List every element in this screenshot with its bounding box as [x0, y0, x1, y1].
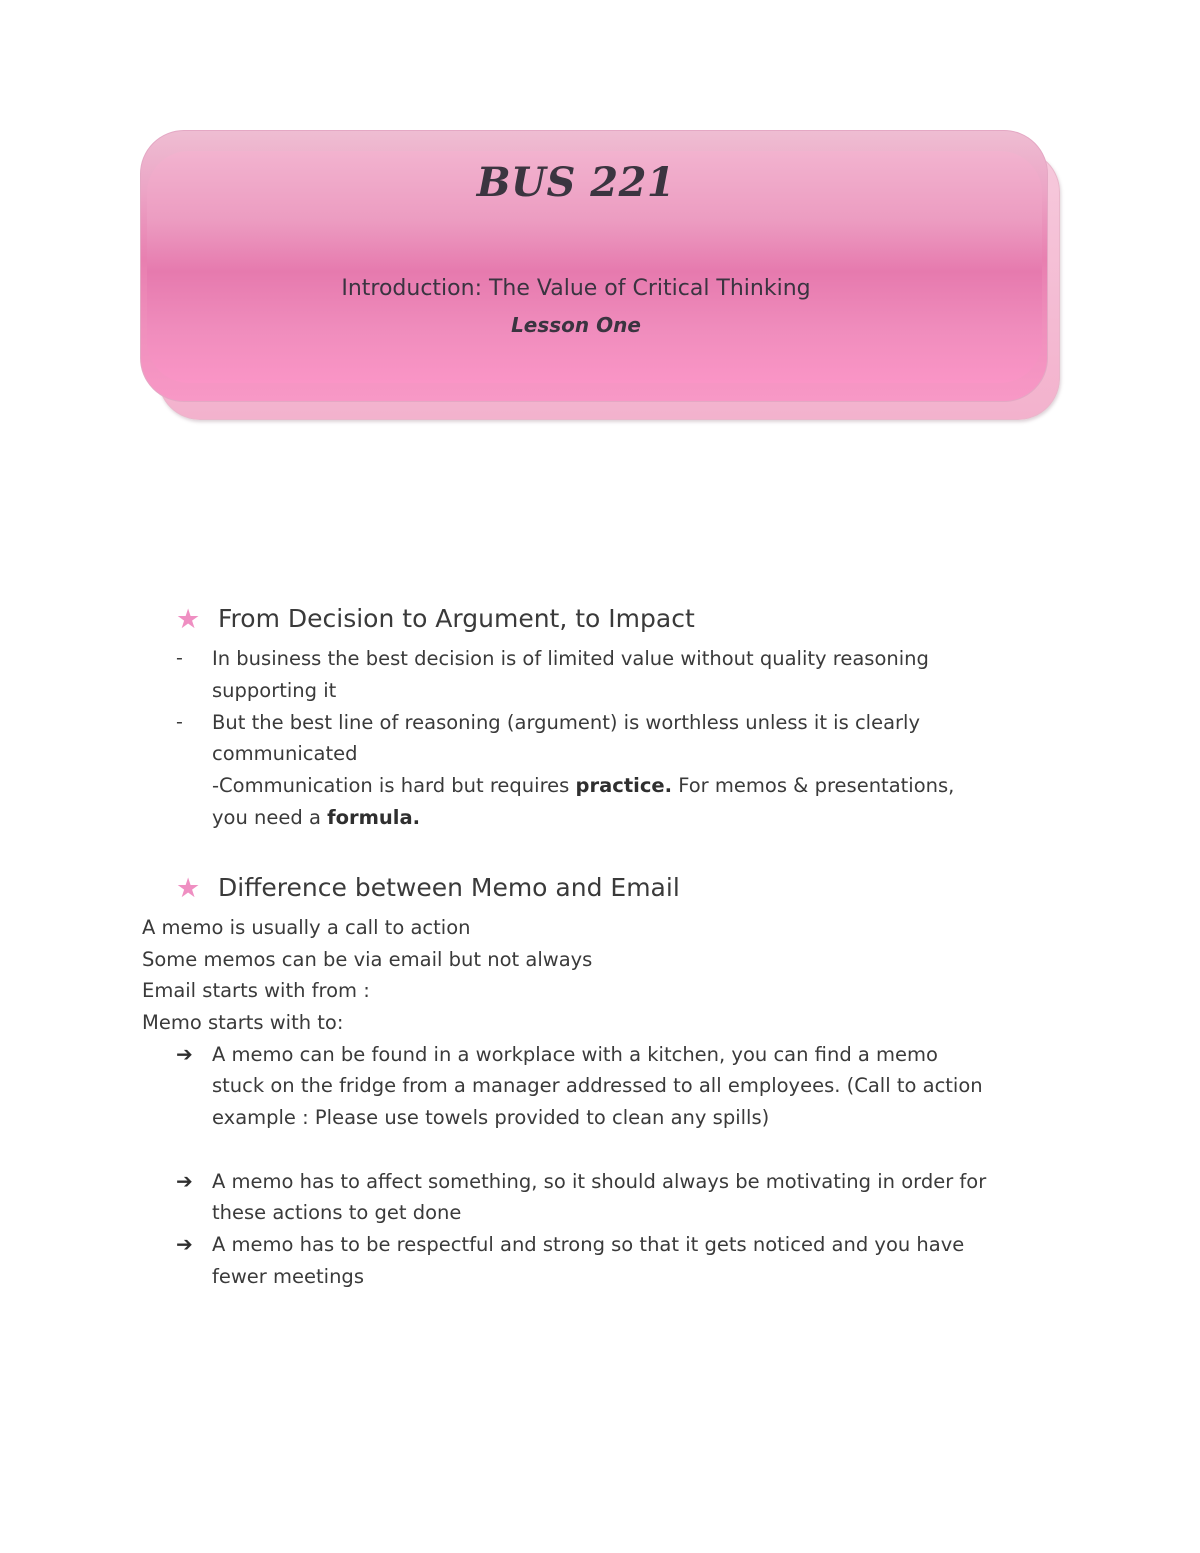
communication-note	[212, 806, 420, 829]
body-line: Memo starts with to:	[142, 1011, 344, 1034]
communication-note	[212, 774, 954, 797]
arrow-item-line: fewer meetings	[212, 1265, 364, 1288]
pink-star-icon: ★	[176, 873, 201, 904]
arrow-item-line: A memo has to be respectful and strong so that it gets noticed and you have	[212, 1233, 965, 1256]
section-heading-text: Difference between Memo and Email	[218, 873, 680, 902]
arrow-item-line: these actions to get done	[212, 1201, 462, 1224]
arrow-right-icon: ➔	[176, 1232, 193, 1256]
bullet-line: In business the best decision is of limited value without quality reasoning	[212, 647, 929, 670]
course-title: BUS 221	[476, 159, 676, 206]
note-text: For memos & presentations,	[672, 774, 955, 797]
banner-panel	[140, 130, 1048, 402]
arrow-item-line: A memo can be found in a workplace with a kitchen, you can find a memo	[212, 1043, 938, 1066]
section-heading-memo-email	[176, 873, 680, 904]
title-banner	[140, 130, 1060, 420]
arrow-right-icon: ➔	[176, 1169, 193, 1193]
dash-marker: -	[176, 647, 183, 669]
pink-star-icon: ★	[176, 604, 201, 635]
dash-marker: -	[176, 711, 183, 733]
section-heading-decision	[176, 604, 695, 635]
section-heading-text: From Decision to Argument, to Impact	[218, 604, 695, 633]
arrow-right-icon: ➔	[176, 1042, 193, 1066]
body-line: Some memos can be via email but not always	[142, 948, 593, 971]
note-text: -Communication is hard but requires	[212, 774, 576, 797]
arrow-item-line: A memo has to affect something, so it should always be motivating in order for	[212, 1170, 987, 1193]
body-line: Email starts with from :	[142, 979, 370, 1002]
note-emphasis-formula: formula.	[327, 806, 421, 829]
bullet-line: But the best line of reasoning (argument) is worthless unless it is clearly	[212, 711, 921, 734]
arrow-item-line: stuck on the fridge from a manager addressed to all employees. (Call to action	[212, 1074, 983, 1097]
arrow-item-line: example : Please use towels provided to clean any spills)	[212, 1106, 770, 1129]
lesson-label: Lesson One	[511, 313, 641, 337]
note-emphasis-practice: practice.	[575, 774, 673, 797]
note-text: you need a	[212, 806, 328, 829]
body-line: A memo is usually a call to action	[142, 916, 471, 939]
bullet-line: communicated	[212, 742, 358, 765]
lecture-subtitle: Introduction: The Value of Critical Thinking	[341, 276, 811, 301]
bullet-line: supporting it	[212, 679, 337, 702]
